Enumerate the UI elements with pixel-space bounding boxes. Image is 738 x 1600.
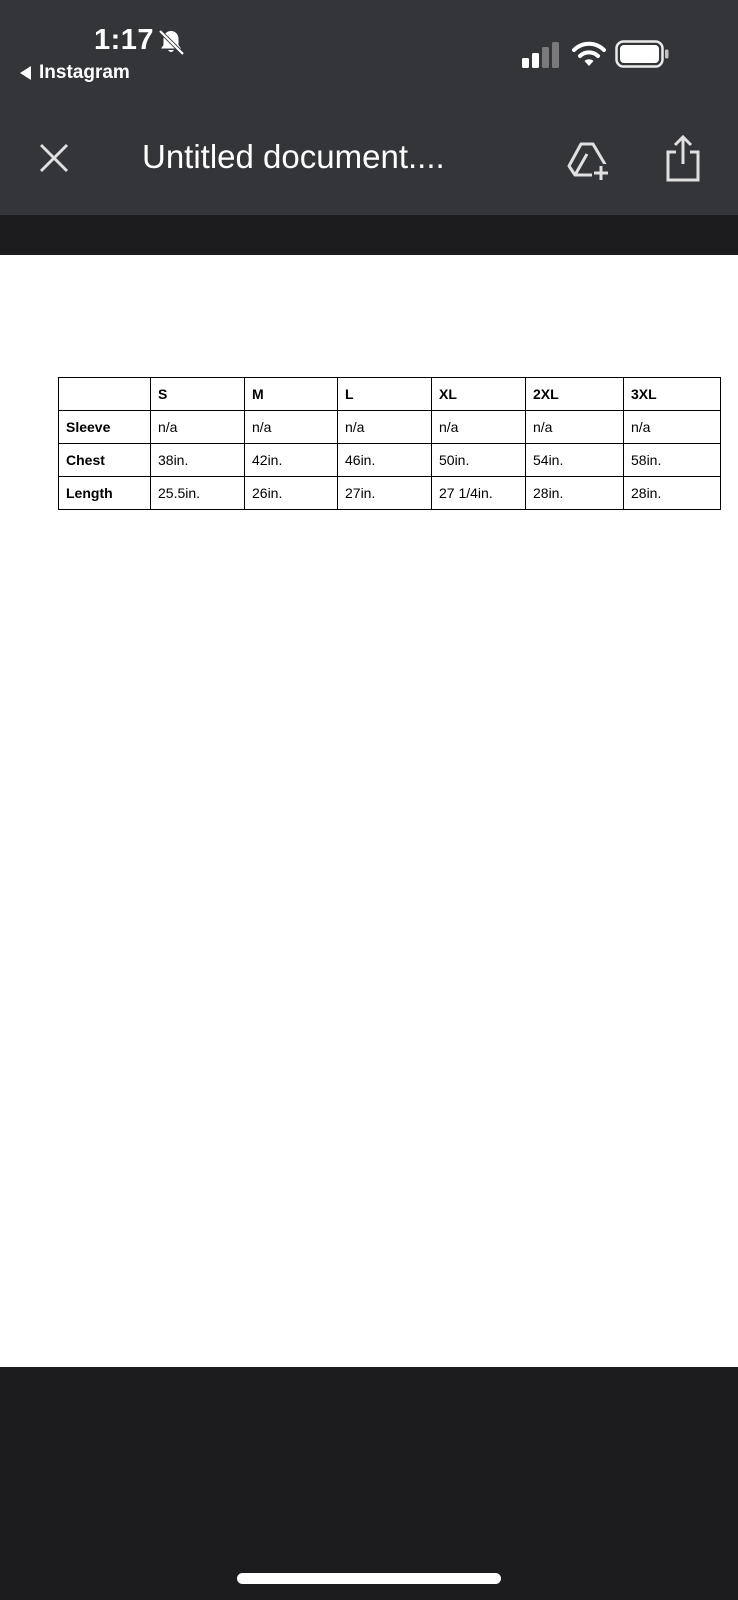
table-row <box>59 444 721 477</box>
document-page[interactable] <box>0 255 738 1367</box>
share-icon[interactable] <box>662 134 704 184</box>
table-row <box>59 411 721 444</box>
back-arrow-icon <box>20 66 31 80</box>
battery-icon <box>615 40 671 68</box>
close-icon[interactable] <box>34 138 74 178</box>
table-header-cell: XL <box>432 378 526 411</box>
row-label-cell: Length <box>59 477 151 510</box>
table-cell: 26in. <box>245 477 338 510</box>
bell-slash-icon <box>156 27 186 57</box>
table-cell: n/a <box>338 411 432 444</box>
back-app-label: Instagram <box>39 62 130 83</box>
status-time: 1:17 <box>94 24 155 56</box>
toolbar-divider-band <box>0 215 738 255</box>
table-header-cell: 2XL <box>526 378 624 411</box>
table-header-cell: 3XL <box>624 378 721 411</box>
table-cell: n/a <box>151 411 245 444</box>
table-row <box>59 477 721 510</box>
table-cell: 28in. <box>526 477 624 510</box>
table-cell: 25.5in. <box>151 477 245 510</box>
table-cell: 54in. <box>526 444 624 477</box>
table-cell: 46in. <box>338 444 432 477</box>
row-label-cell: Sleeve <box>59 411 151 444</box>
home-indicator[interactable] <box>237 1573 501 1584</box>
table-cell: 27 1/4in. <box>432 477 526 510</box>
table-cell: 58in. <box>624 444 721 477</box>
table-cell: n/a <box>624 411 721 444</box>
table-cell: n/a <box>526 411 624 444</box>
table-header-row <box>59 378 721 411</box>
table-cell: 42in. <box>245 444 338 477</box>
table-cell: 28in. <box>624 477 721 510</box>
size-chart-table <box>58 377 721 510</box>
wifi-icon <box>572 40 606 68</box>
table-header-cell: L <box>338 378 432 411</box>
table-header-cell: M <box>245 378 338 411</box>
table-cell: 38in. <box>151 444 245 477</box>
table-cell: 27in. <box>338 477 432 510</box>
signal-icon <box>522 42 562 68</box>
table-header-cell: S <box>151 378 245 411</box>
table-cell: n/a <box>432 411 526 444</box>
row-label-cell: Chest <box>59 444 151 477</box>
table-cell: 50in. <box>432 444 526 477</box>
table-header-cell <box>59 378 151 411</box>
document-title[interactable]: Untitled document.... <box>142 138 445 175</box>
app-header <box>0 0 738 215</box>
back-to-app-button[interactable] <box>20 62 130 84</box>
drive-add-icon[interactable] <box>566 138 610 182</box>
table-cell: n/a <box>245 411 338 444</box>
